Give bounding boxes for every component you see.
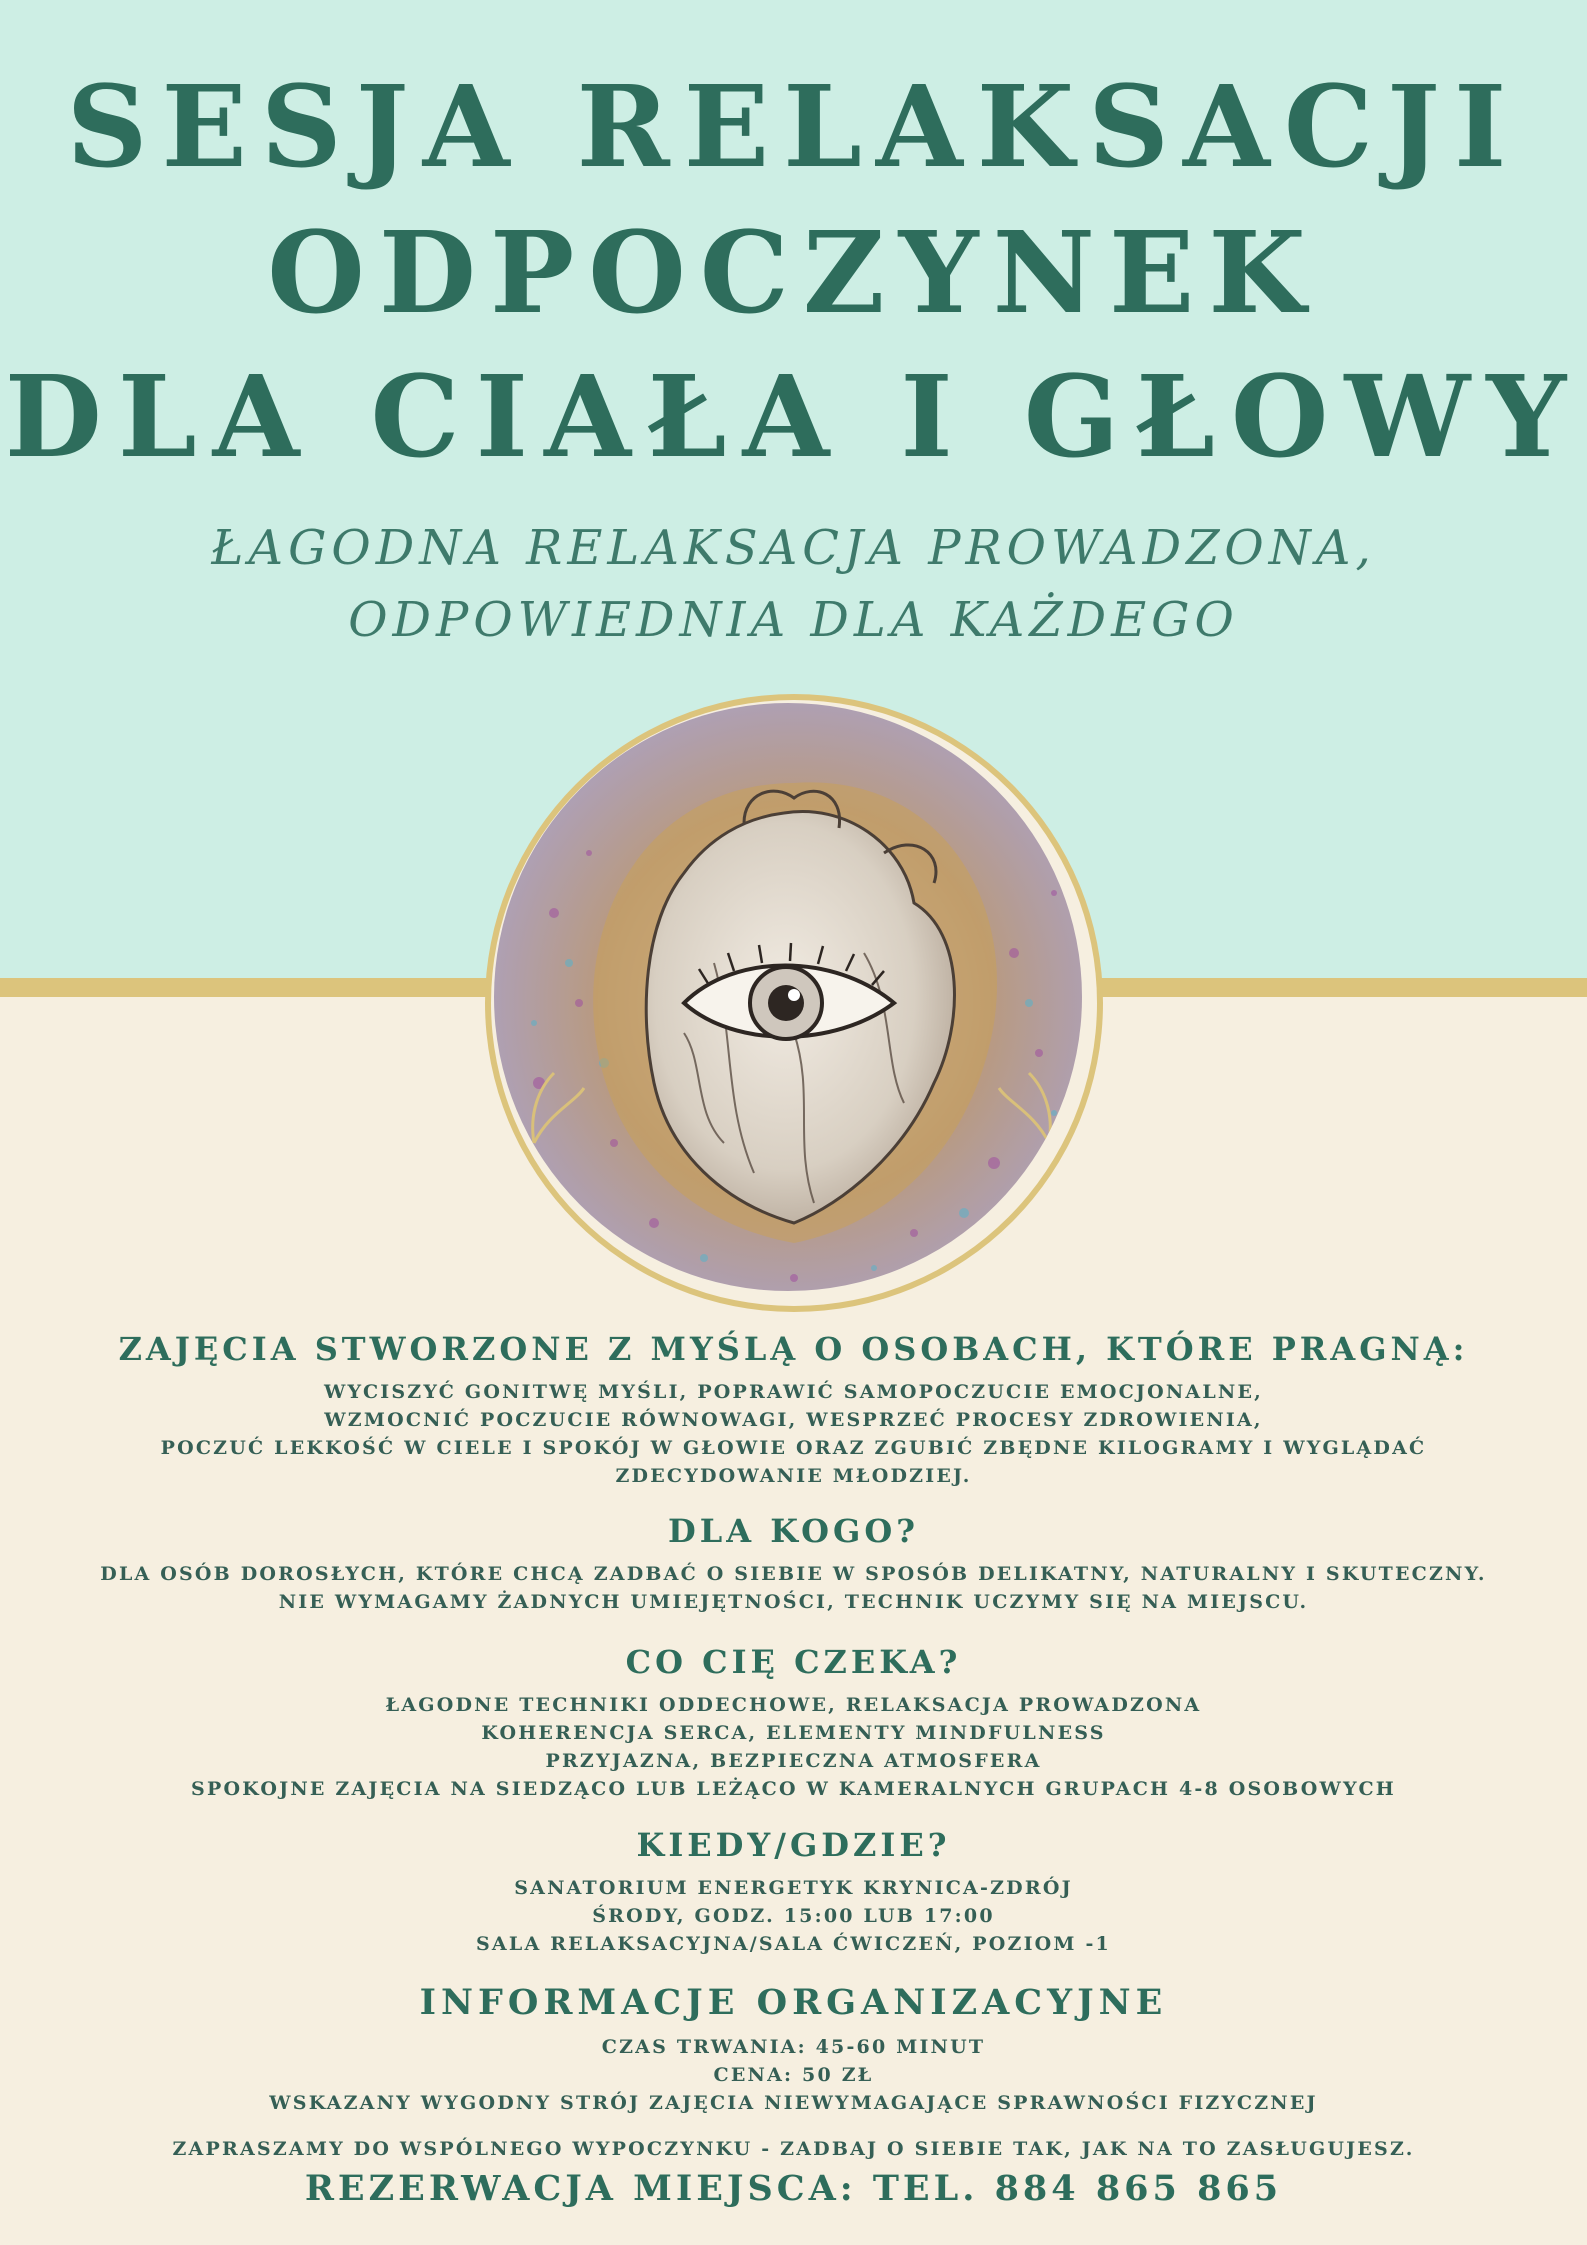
subtitle-line-1: ŁAGODNA RELAKSACJA PROWADZONA, [211, 520, 1376, 576]
section-line: SANATORIUM ENERGETYK KRYNICA-ZDRÓJ [514, 1877, 1073, 1899]
section-what-awaits [0, 1643, 1587, 1803]
section-line: ŁAGODNE TECHNIKI ODDECHOWE, RELAKSACJA PROWADZONA [385, 1694, 1202, 1716]
section-heading: DLA KOGO? [668, 1512, 919, 1550]
section-line: KOHERENCJA SERCA, ELEMENTY MINDFULNESS [481, 1722, 1106, 1744]
section-line: ŚRODY, GODZ. 15:00 LUB 17:00 [592, 1905, 995, 1927]
section-line: NIE WYMAGAMY ŻADNYCH UMIEJĘTNOŚCI, TECHNIK UCZYMY SIĘ NA MIEJSCU. [278, 1591, 1309, 1613]
section-heading: ZAJĘCIA STWORZONE Z MYŚLĄ O OSOBACH, KTÓRE PRAGNĄ: [118, 1330, 1469, 1368]
section-who [0, 1512, 1587, 1616]
section-line: SPOKOJNE ZAJĘCIA NA SIEDZĄCO LUB LEŻĄCO W KAMERALNYCH GRUPACH 4-8 OSOBOWYCH [191, 1778, 1396, 1800]
section-audience-goals [0, 1330, 1587, 1490]
section-organizational-info [0, 1982, 1587, 2117]
heart-eye-painting-icon [494, 703, 1082, 1291]
title-line-1: SESJA RELAKSACJI [66, 62, 1521, 193]
section-line: WZMOCNIĆ POCZUCIE RÓWNOWAGI, WESPRZEĆ PROCESY ZDROWIENIA, [324, 1409, 1263, 1431]
section-line: WSKAZANY WYGODNY STRÓJ ZAJĘCIA NIEWYMAGAJĄCE SPRAWNOŚCI FIZYCZNEJ [269, 2092, 1318, 2114]
section-heading: INFORMACJE ORGANIZACYJNE [419, 1982, 1168, 2023]
section-heading: KIEDY/GDZIE? [636, 1826, 951, 1864]
medallion-frame [485, 694, 1103, 1312]
section-line: CZAS TRWANIA: 45-60 MINUT [601, 2036, 986, 2058]
section-when-where [0, 1826, 1587, 1958]
subtitle-line-2: ODPOWIEDNIA DLA KAŻDEGO [348, 592, 1239, 648]
section-line: SALA RELAKSACYJNA/SALA ĆWICZEŃ, POZIOM -1 [476, 1933, 1111, 1955]
title-line-3: DLA CIAŁA I GŁOWY [4, 352, 1583, 483]
section-line: DLA OSÓB DOROSŁYCH, KTÓRE CHCĄ ZADBAĆ O SIEBIE W SPOSÓB DELIKATNY, NATURALNY I SKUTECZNY. [100, 1563, 1487, 1585]
reservation-phone: REZERWACJA MIEJSCA: TEL. 884 865 865 [304, 2168, 1283, 2209]
section-line: PRZYJAZNA, BEZPIECZNA ATMOSFERA [545, 1750, 1042, 1772]
invitation-text: ZAPRASZAMY DO WSPÓLNEGO WYPOCZYNKU - ZADBAJ O SIEBIE TAK, JAK NA TO ZASŁUGUJESZ. [172, 2138, 1415, 2160]
section-line: POCZUĆ LEKKOŚĆ W CIELE I SPOKÓJ W GŁOWIE ORAZ ZGUBIĆ ZBĘDNE KILOGRAMY I WYGLĄDAĆ ZDECYDOWANIE MŁODZIEJ. [160, 1437, 1427, 1487]
title-line-2: ODPOCZYNEK [267, 208, 1320, 339]
section-line: WYCISZYĆ GONITWĘ MYŚLI, POPRAWIĆ SAMOPOCZUCIE EMOCJONALNE, [323, 1381, 1263, 1403]
section-heading: CO CIĘ CZEKA? [625, 1643, 962, 1681]
section-line: CENA: 50 ZŁ [713, 2064, 874, 2086]
